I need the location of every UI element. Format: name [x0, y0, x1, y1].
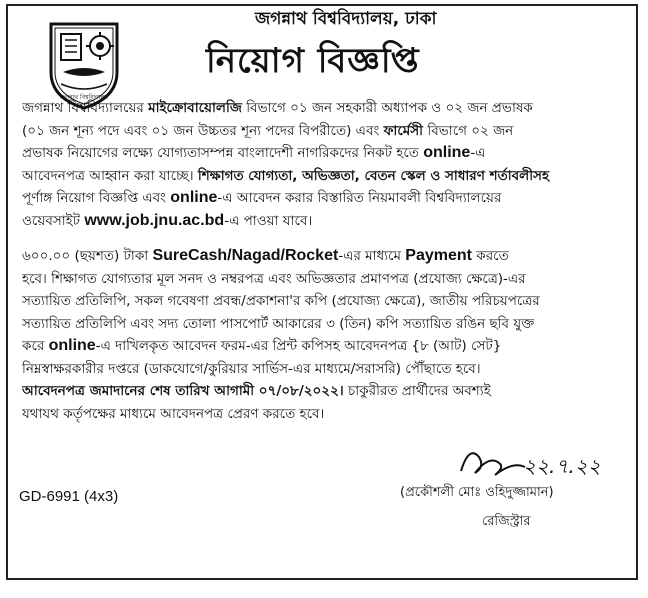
p1-line: (০১ জন শূন্য পদে এবং ০১ জন উচ্চতর শূন্য পদের বিপরীতে) এবং ফার্মেসী বিভাগে ০২ জন — [22, 122, 514, 139]
signatory-title: রেজিস্ট্রার — [482, 514, 531, 529]
p1-line: আবেদনপত্র আহ্বান করা যাচ্ছে। শিক্ষাগত যোগ্যতা, অভিজ্ঞতা, বেতন স্কেল ও সাধারণ শর্তাবলীসহ — [22, 167, 550, 184]
signatory-name: (প্রকৌশলী মোঃ ওহিদুজ্জামান) — [400, 485, 554, 500]
signature-scribble — [455, 437, 605, 487]
website-url: www.job.jnu.ac.bd — [84, 211, 225, 229]
p1-line: পূর্ণাঙ্গ নিয়োগ বিজ্ঞপ্তি এবং online-এ আবেদন করার বিস্তারিত নিয়মাবলী বিশ্ববিদ্যালয়ের — [22, 189, 502, 206]
p2-line: সত্যায়িত প্রতিলিপি, সকল গবেষণা প্রবন্ধ/প্রকাশনা'র কপি (প্রযোজ্য ক্ষেত্রে), জাতীয় পরিচয়পত্রের — [22, 293, 540, 309]
paragraph-1 — [22, 97, 634, 232]
p2-line: যথাযথ কর্তৃপক্ষের মাধ্যমে আবেদনপত্র প্রেরণ করতে হবে। — [22, 405, 325, 422]
p1-line: জগন্নাথ বিশ্ববিদ্যালয়ের মাইক্রোবায়োলজি বিভাগে ০১ জন সহকারী অধ্যাপক ও ০২ জন প্রভাষক — [22, 100, 533, 116]
p1-line: প্রভাষক নিয়োগের লক্ষ্যে যোগ্যতাসম্পন্ন বাংলাদেশী নাগরিকদের নিকট হতে online-এ — [22, 144, 486, 161]
gd-code: GD-6991 (4x3) — [19, 488, 119, 505]
paragraph-2 — [22, 245, 634, 425]
deadline-text: আবেদনপত্র জমাদানের শেষ তারিখ আগামী ০৭/০৮/২০২২। — [22, 383, 344, 399]
p2-line: আবেদনপত্র জমাদানের শেষ তারিখ আগামী ০৭/০৮/২০২২। চাকুরীরত প্রার্থীদের অবশ্যই — [22, 383, 491, 399]
p1-line: ওয়েবসাইট www.job.jnu.ac.bd-এ পাওয়া যাবে। — [22, 211, 313, 229]
p2-line: সত্যায়িত প্রতিলিপি এবং সদ্য তোলা পাসপোর্ট আকারের ৩ (তিন) কপি সত্যায়িত রঙিন ছবি যুক্ত — [22, 315, 535, 332]
svg-text:জগন্নাথ বিশ্ববিদ্যালয়: জগন্নাথ বিশ্ববিদ্যালয় — [59, 94, 109, 101]
p2-line: করে online-এ দাখিলকৃত আবেদন ফরম-এর প্রিন্ট কপিসহ আবেদনপত্র {৮ (আট) সেট} — [22, 337, 502, 354]
university-name: জগন্নাথ বিশ্ববিদ্যালয়, ঢাকা — [255, 9, 437, 29]
notice-title: নিয়োগ বিজ্ঞপ্তি — [206, 41, 420, 81]
p2-line: ৬০০.০০ (ছয়শত) টাকা SureCash/Nagad/Rocket-এর মাধ্যমে Payment করতে — [22, 247, 509, 264]
p2-line: নিম্নস্বাক্ষরকারীর দপ্তরে (ডাকযোগে/কুরিয়ার সার্ভিস-এর মাধ্যমে/সরাসরি) পৌঁছাতে হবে। — [22, 360, 481, 377]
svg-text:২২.৭.২২: ২২.৭.২২ — [523, 454, 601, 478]
p2-line: হবে। শিক্ষাগত যোগ্যতার মূল সনদ ও নম্বরপত্র এবং অভিজ্ঞতার প্রমাণপত্র (প্রযোজ্য ক্ষেত্রে)-এর — [22, 270, 526, 287]
